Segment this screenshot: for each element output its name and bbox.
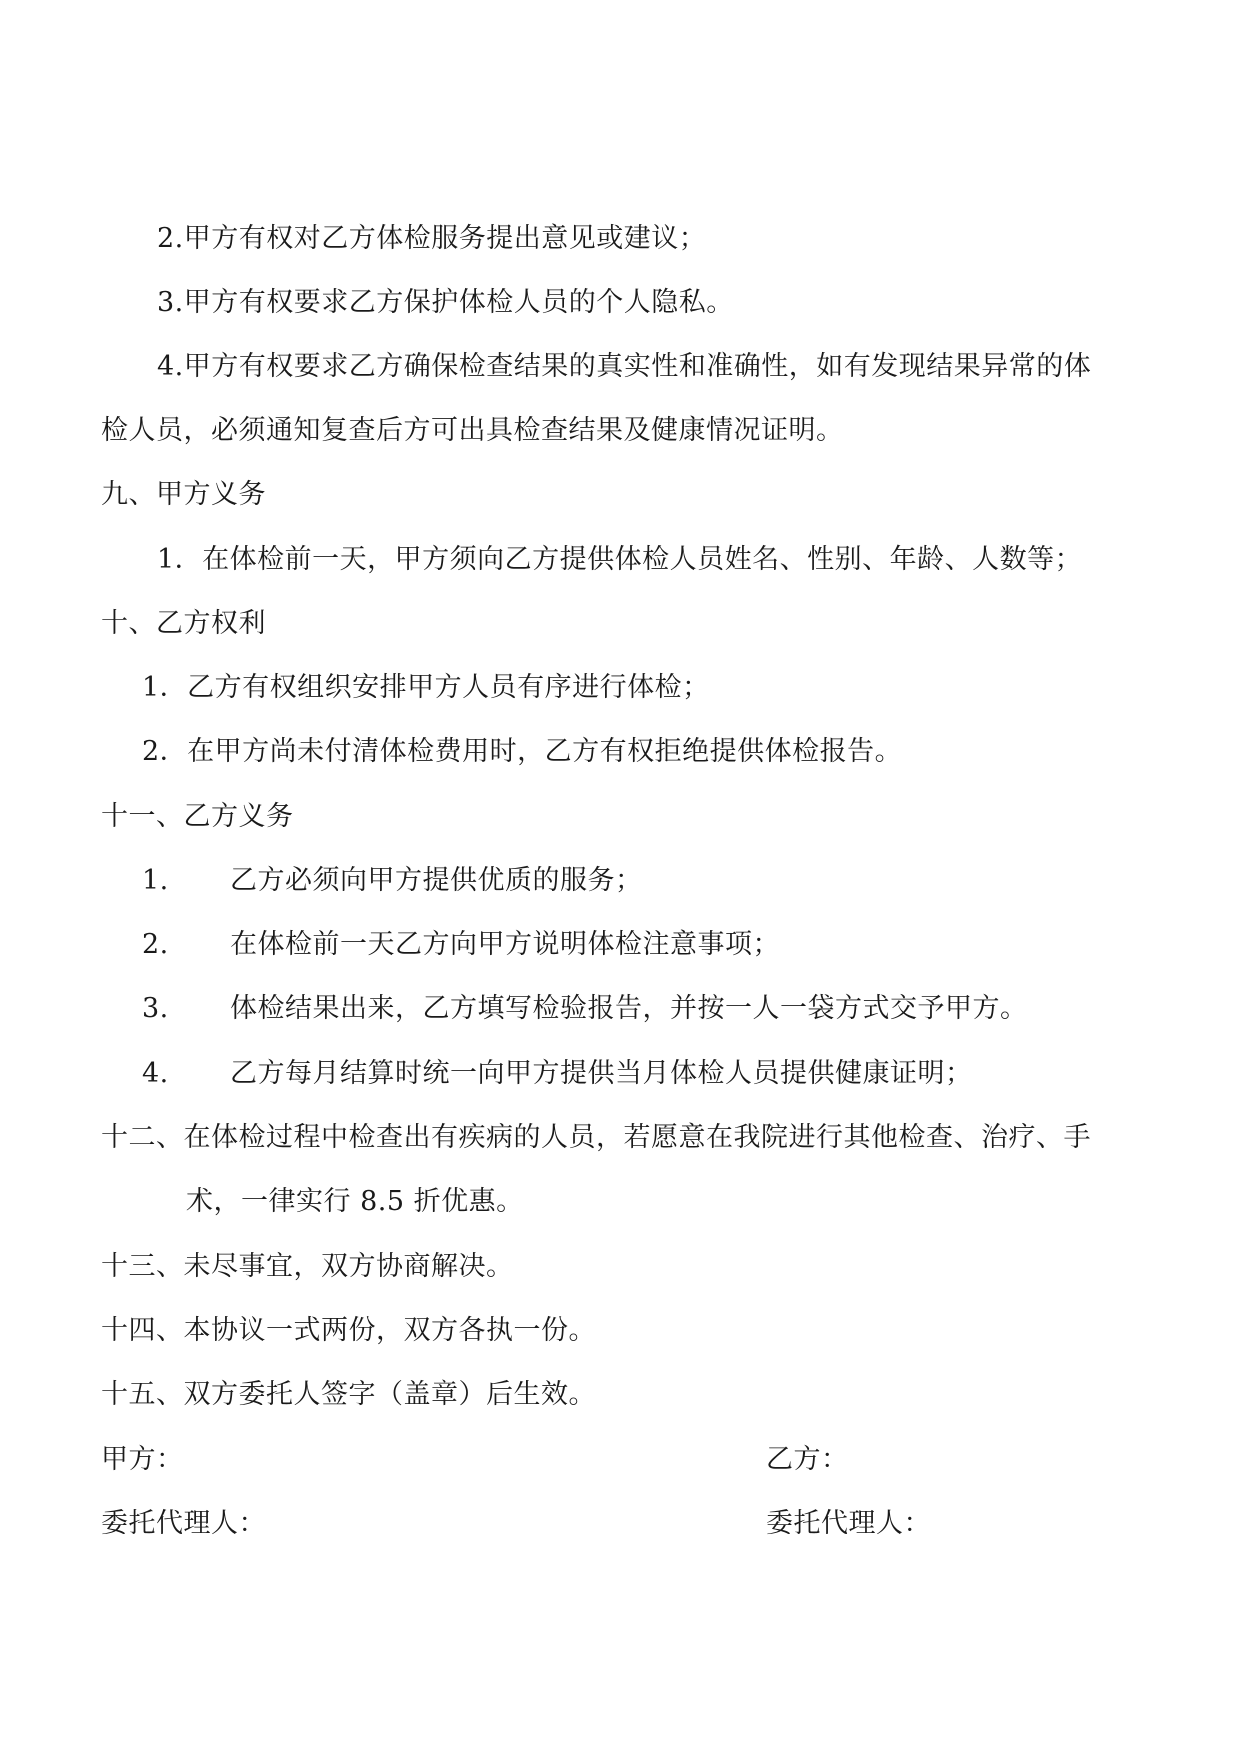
clause-8-4-line1: 4.甲方有权要求乙方确保检查结果的真实性和准确性，如有发现结果异常的体 [157, 351, 1092, 382]
clause-11-2-num: 2. [142, 929, 169, 960]
clause-11-4-text: 乙方每月结算时统一向甲方提供当月体检人员提供健康证明； [230, 1058, 973, 1089]
clause-11-2-text: 在体检前一天乙方向甲方说明体检注意事项； [230, 929, 780, 960]
party-b-label: 乙方： [766, 1444, 849, 1475]
clause-11-1-num: 1. [142, 865, 169, 896]
section-9-heading: 九、甲方义务 [101, 479, 266, 510]
section-13: 十三、未尽事宜，双方协商解决。 [101, 1251, 514, 1282]
clause-8-2: 2.甲方有权对乙方体检服务提出意见或建议； [157, 223, 707, 254]
clause-11-3-num: 3. [142, 993, 169, 1024]
party-a-label: 甲方： [101, 1444, 184, 1475]
section-11-heading: 十一、乙方义务 [101, 801, 294, 832]
section-12-line1: 十二、在体检过程中检查出有疾病的人员，若愿意在我院进行其他检查、治疗、手 [101, 1122, 1091, 1153]
clause-10-1: 1．乙方有权组织安排甲方人员有序进行体检； [142, 672, 710, 703]
clause-10-2: 2．在甲方尚未付清体检费用时，乙方有权拒绝提供体检报告。 [142, 736, 903, 767]
agent-b-label: 委托代理人： [766, 1508, 931, 1539]
clause-11-1-text: 乙方必须向甲方提供优质的服务； [230, 865, 643, 896]
section-14: 十四、本协议一式两份，双方各执一份。 [101, 1315, 596, 1346]
clause-9-1: 1．在体检前一天，甲方须向乙方提供体检人员姓名、性别、年龄、人数等； [157, 544, 1083, 575]
section-12-line2: 术，一律实行 8.5 折优惠。 [186, 1186, 524, 1217]
agent-a-label: 委托代理人： [101, 1508, 266, 1539]
section-15: 十五、双方委托人签字（盖章）后生效。 [101, 1379, 596, 1410]
clause-11-4-num: 4. [142, 1058, 169, 1089]
clause-11-3-text: 体检结果出来，乙方填写检验报告，并按一人一袋方式交予甲方。 [230, 993, 1028, 1024]
clause-8-4-line2: 检人员，必须通知复查后方可出具检查结果及健康情况证明。 [101, 415, 844, 446]
section-10-heading: 十、乙方权利 [101, 608, 266, 639]
clause-8-3: 3.甲方有权要求乙方保护体检人员的个人隐私。 [157, 287, 734, 318]
